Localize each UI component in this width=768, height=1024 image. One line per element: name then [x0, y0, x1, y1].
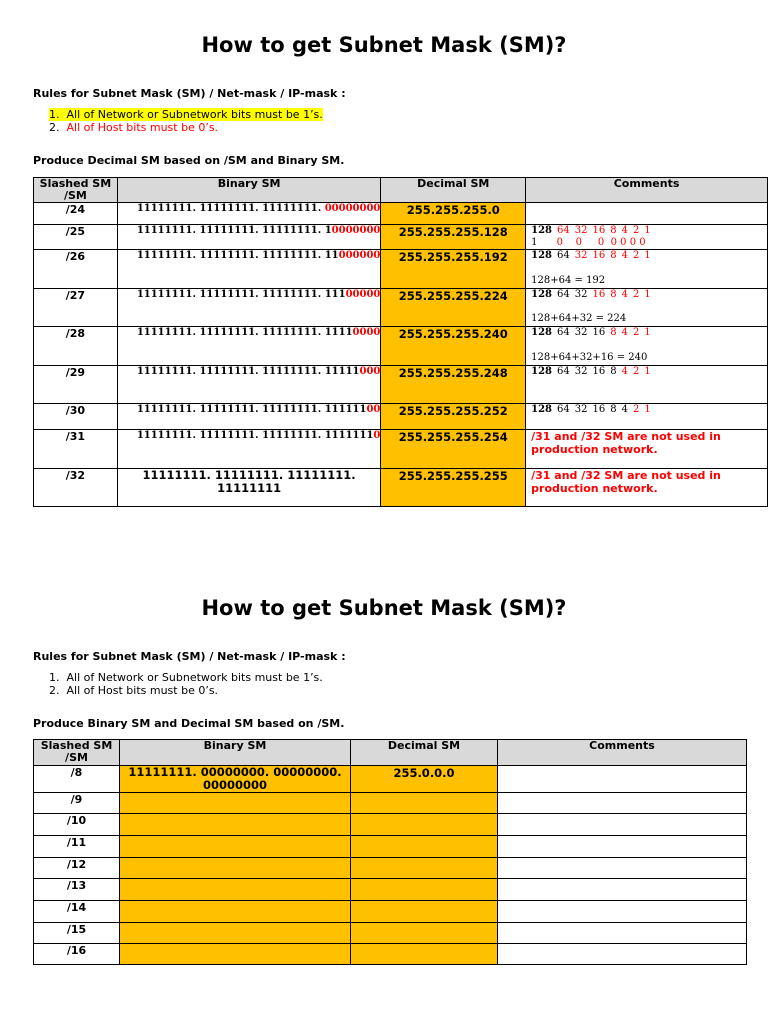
table-header-row	[34, 740, 747, 766]
bit-values: 128 64 32 16 8 4 2 1	[531, 225, 651, 236]
comment-cell	[498, 923, 747, 944]
slash-cell: /16	[34, 944, 120, 965]
col-header-decimal: Decimal SM	[381, 178, 526, 203]
comment-cell	[498, 901, 747, 923]
binary-ones: 11111111. 11111111. 11111111. 111	[136, 289, 346, 300]
table-row	[34, 923, 747, 944]
slash-cell: /15	[34, 923, 120, 944]
comment-cell	[498, 879, 747, 901]
sum-text: 128+64+32 = 224	[531, 313, 627, 324]
slash-cell: /14	[34, 901, 120, 923]
binary-cell	[117, 289, 381, 327]
decimal-cell	[351, 923, 498, 944]
rule-text: All of Host bits must be 0’s.	[66, 121, 219, 134]
binary-ones: 11111111. 11111111. 11111111. 1111	[136, 327, 353, 338]
subnet-table-2	[33, 739, 747, 965]
rules-list-1	[49, 108, 323, 134]
task-heading-1: Produce Decimal SM based on /SM and Binary SM.	[33, 154, 345, 167]
decimal-cell: 255.255.255.240	[381, 327, 526, 366]
sum-text: 128+64+32+16 = 240	[531, 352, 648, 363]
table-row	[34, 858, 747, 879]
decimal-cell: 255.255.255.128	[381, 225, 526, 250]
col-header-decimal: Decimal SM	[351, 740, 498, 766]
rule-text: All of Network or Subnetwork bits must be 1’s.	[66, 671, 323, 684]
binary-zeros: 00000000	[324, 203, 381, 214]
decimal-cell: 255.255.255.254	[381, 430, 526, 469]
binary-cell	[120, 879, 351, 901]
decimal-cell: 255.255.255.192	[381, 250, 526, 289]
binary-cell	[120, 814, 351, 836]
rule-item: 1. All of Network or Subnetwork bits must be 1’s.	[49, 671, 323, 684]
decimal-cell: 255.255.255.252	[381, 404, 526, 430]
slash-cell: /11	[34, 836, 120, 858]
col-header-binary: Binary SM	[117, 178, 381, 203]
slash-cell: /12	[34, 858, 120, 879]
binary-ones: 11111111. 11111111. 11111111. 11	[136, 250, 339, 261]
col-header-comments: Comments	[498, 740, 747, 766]
comment-cell	[526, 327, 768, 366]
rules-heading-1: Rules for Subnet Mask (SM) / Net-mask / IP-mask :	[33, 87, 346, 100]
comment-cell	[526, 225, 768, 250]
rule-text: All of Host bits must be 0’s.	[66, 684, 219, 697]
binary-zeros: 00	[366, 404, 381, 415]
binary-cell	[117, 430, 381, 469]
slash-cell: /27	[34, 289, 118, 327]
comment-cell	[526, 366, 768, 404]
table-row	[34, 836, 747, 858]
binary-cell: 11111111. 11111111. 11111111. 11111111	[117, 469, 381, 507]
table-row	[34, 289, 768, 327]
slash-cell: /31	[34, 430, 118, 469]
page-title-2: How to get Subnet Mask (SM)?	[201, 596, 567, 620]
table-row	[34, 901, 747, 923]
col-header-binary: Binary SM	[120, 740, 351, 766]
rule-item: 2. All of Host bits must be 0’s.	[49, 121, 219, 134]
table-row	[34, 327, 768, 366]
binary-cell	[117, 250, 381, 289]
binary-cell	[120, 944, 351, 965]
binary-zeros: 000000	[338, 250, 381, 261]
slash-cell: /9	[34, 793, 120, 814]
slash-cell: /25	[34, 225, 118, 250]
task-heading-2: Produce Binary SM and Decimal SM based on /SM.	[33, 717, 345, 730]
decimal-cell: 255.255.255.248	[381, 366, 526, 404]
binary-zeros: 00000	[345, 289, 381, 300]
col-header-slashed: Slashed SM /SM	[34, 178, 118, 203]
binary-zeros: 000	[359, 366, 381, 377]
table-row	[34, 814, 747, 836]
bit-values: 128 64 32 16 8 4 2 1	[531, 404, 651, 415]
col-header-comments: Comments	[526, 178, 768, 203]
decimal-cell: 255.255.255.0	[381, 203, 526, 225]
comment-cell	[498, 944, 747, 965]
rules-list-2	[49, 671, 323, 697]
comment-cell	[526, 289, 768, 327]
slash-cell: /32	[34, 469, 118, 507]
comment-cell	[498, 858, 747, 879]
bit-values: 128 64 32 16 8 4 2 1	[531, 250, 651, 261]
rules-heading-2: Rules for Subnet Mask (SM) / Net-mask / IP-mask :	[33, 650, 346, 663]
binary-zeros: 0000000	[331, 225, 381, 236]
table-row	[34, 225, 768, 250]
comment-cell: /31 and /32 SM are not used in production network.	[526, 469, 768, 507]
binary-cell	[117, 366, 381, 404]
slash-cell: /29	[34, 366, 118, 404]
decimal-cell	[351, 814, 498, 836]
col-header-slashed: Slashed SM /SM	[34, 740, 120, 766]
rule-item: 2. All of Host bits must be 0’s.	[49, 684, 219, 697]
binary-cell	[117, 404, 381, 430]
table-row	[34, 203, 768, 225]
comment-cell	[526, 250, 768, 289]
slash-cell: /8	[34, 766, 120, 793]
bit-values: 128 64 32 16 8 4 2 1	[531, 289, 651, 300]
binary-zeros: 0000	[352, 327, 381, 338]
comment-cell	[526, 203, 768, 225]
table-row	[34, 404, 768, 430]
page-title-1: How to get Subnet Mask (SM)?	[201, 33, 567, 57]
binary-cell	[117, 203, 381, 225]
slash-cell: /24	[34, 203, 118, 225]
decimal-cell: 255.255.255.255	[381, 469, 526, 507]
decimal-cell: 255.0.0.0	[351, 766, 498, 793]
slash-cell: /30	[34, 404, 118, 430]
table-row	[34, 766, 747, 793]
table-row	[34, 430, 768, 469]
binary-ones: 11111111. 11111111. 11111111.	[136, 203, 325, 214]
binary-cell	[120, 836, 351, 858]
binary-ones: 11111111. 11111111. 11111111. 1111111	[136, 430, 374, 441]
slash-cell: /10	[34, 814, 120, 836]
rule-item: 1. All of Network or Subnetwork bits must be 1’s.	[49, 108, 323, 121]
table-row	[34, 366, 768, 404]
decimal-cell: 255.255.255.224	[381, 289, 526, 327]
binary-ones: 11111111. 11111111. 11111111. 111111	[136, 404, 367, 415]
decimal-cell	[351, 944, 498, 965]
binary-ones: 11111111. 11111111. 11111111. 11111	[136, 366, 360, 377]
binary-cell	[120, 901, 351, 923]
comment-cell	[498, 793, 747, 814]
comment-cell: /31 and /32 SM are not used in production network.	[526, 430, 768, 469]
comment-cell	[526, 404, 768, 430]
subnet-table-1	[33, 177, 768, 507]
binary-cell	[117, 225, 381, 250]
binary-cell: 11111111. 00000000. 00000000. 00000000	[120, 766, 351, 793]
binary-cell	[117, 327, 381, 366]
bit-values: 128 64 32 16 8 4 2 1	[531, 327, 651, 338]
table-header-row	[34, 178, 768, 203]
binary-zeros: 0	[373, 430, 381, 441]
table-row	[34, 793, 747, 814]
comment-cell	[498, 766, 747, 793]
bit-pattern: 1 0 0 0 0 0 0 0	[531, 237, 646, 248]
table-row	[34, 469, 768, 507]
slash-cell: /26	[34, 250, 118, 289]
table-row	[34, 879, 747, 901]
rule-text: All of Network or Subnetwork bits must be 1’s.	[66, 108, 323, 121]
binary-ones: 11111111. 11111111. 11111111. 1	[136, 225, 332, 236]
slash-cell: /28	[34, 327, 118, 366]
decimal-cell	[351, 793, 498, 814]
decimal-cell	[351, 901, 498, 923]
comment-cell	[498, 814, 747, 836]
decimal-cell	[351, 879, 498, 901]
binary-cell	[120, 858, 351, 879]
decimal-cell	[351, 858, 498, 879]
table-row	[34, 944, 747, 965]
binary-cell	[120, 923, 351, 944]
slash-cell: /13	[34, 879, 120, 901]
binary-cell	[120, 793, 351, 814]
comment-cell	[498, 836, 747, 858]
table-row	[34, 250, 768, 289]
bit-values: 128 64 32 16 8 4 2 1	[531, 366, 651, 377]
sum-text: 128+64 = 192	[531, 275, 606, 286]
decimal-cell	[351, 836, 498, 858]
